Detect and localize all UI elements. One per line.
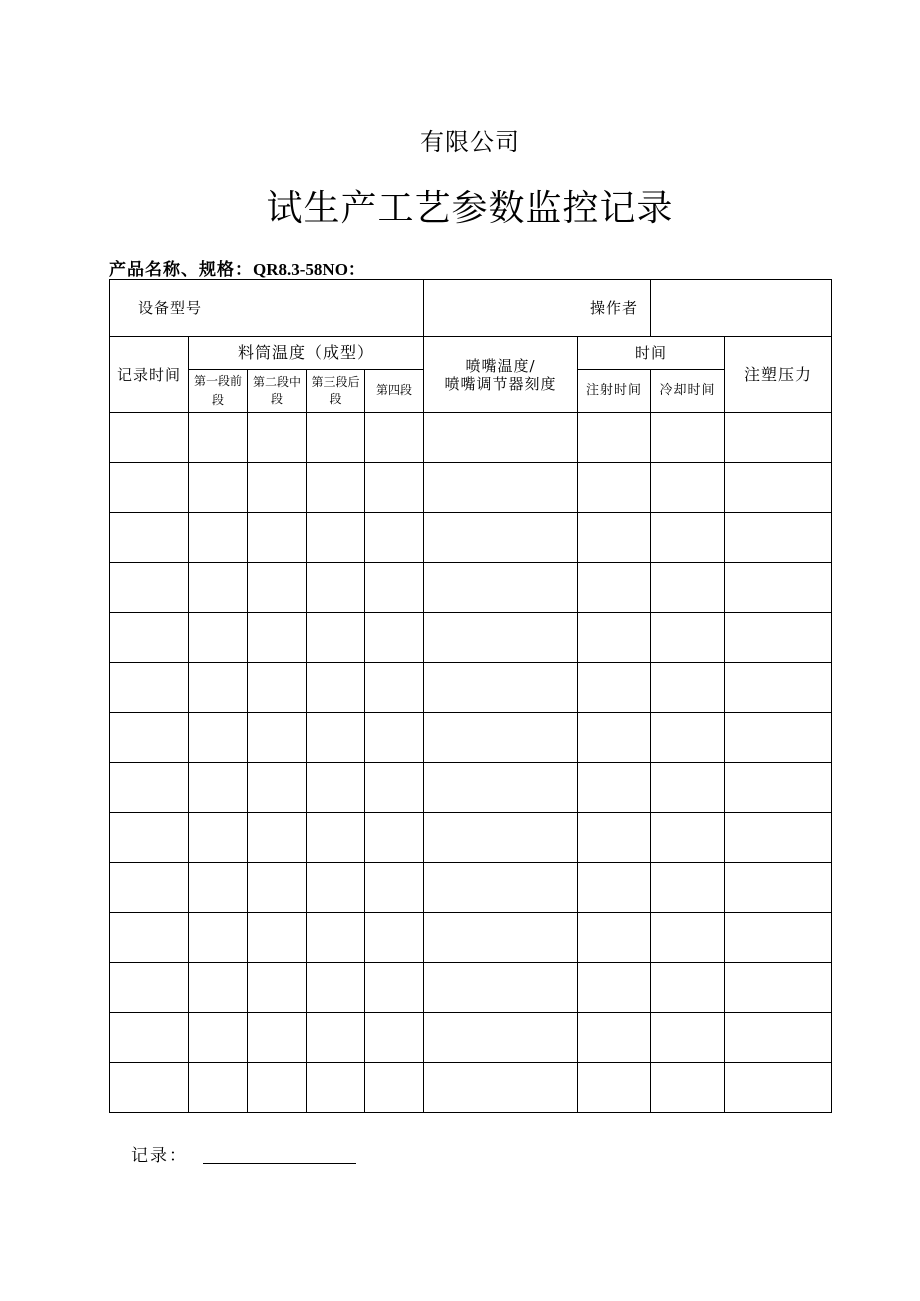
- data-cell[interactable]: [424, 713, 578, 763]
- equipment-model-label: 设备型号: [110, 280, 424, 337]
- data-cell[interactable]: [651, 763, 725, 813]
- record-time-header: 记录时间: [110, 337, 189, 413]
- data-cell[interactable]: [424, 463, 578, 513]
- data-row: [110, 863, 832, 913]
- zone3-header: [307, 370, 365, 413]
- data-cell[interactable]: [248, 763, 307, 813]
- data-cell[interactable]: [189, 813, 248, 863]
- data-cell[interactable]: [725, 763, 832, 813]
- data-row: [110, 513, 832, 563]
- data-cell[interactable]: [725, 1013, 832, 1063]
- data-row: [110, 1013, 832, 1063]
- injection-pressure-header: 注塑压力: [725, 337, 832, 413]
- zone1-header-text: 第一段前段: [193, 373, 242, 407]
- data-cell[interactable]: [365, 763, 424, 813]
- data-cell[interactable]: [578, 913, 651, 963]
- data-cell[interactable]: [725, 813, 832, 863]
- data-cell[interactable]: [307, 1013, 365, 1063]
- data-cell[interactable]: [651, 963, 725, 1013]
- data-cell[interactable]: [110, 713, 189, 763]
- data-cell[interactable]: [248, 613, 307, 663]
- data-cell[interactable]: [578, 1063, 651, 1113]
- data-cell[interactable]: [651, 713, 725, 763]
- data-cell[interactable]: [189, 613, 248, 663]
- data-cell[interactable]: [365, 613, 424, 663]
- data-cell[interactable]: [578, 663, 651, 713]
- product-spec-label: 产品名称、规格：: [109, 260, 253, 280]
- data-cell[interactable]: [424, 1013, 578, 1063]
- data-cell[interactable]: [189, 663, 248, 713]
- data-cell[interactable]: [248, 463, 307, 513]
- data-cell[interactable]: [365, 563, 424, 613]
- data-cell[interactable]: [424, 763, 578, 813]
- data-row: [110, 563, 832, 613]
- data-row: [110, 913, 832, 963]
- data-cell[interactable]: [725, 563, 832, 613]
- data-cell[interactable]: [189, 913, 248, 963]
- data-cell[interactable]: [248, 1013, 307, 1063]
- data-cell[interactable]: [651, 563, 725, 613]
- data-cell[interactable]: [307, 863, 365, 913]
- data-cell[interactable]: [651, 613, 725, 663]
- data-row: [110, 813, 832, 863]
- data-cell[interactable]: [110, 413, 189, 463]
- zone4-header: 第四段: [365, 370, 424, 413]
- data-cell[interactable]: [307, 1063, 365, 1113]
- data-row: [110, 613, 832, 663]
- data-cell[interactable]: [725, 463, 832, 513]
- data-cell[interactable]: [578, 963, 651, 1013]
- zone1-header: [189, 370, 248, 413]
- data-cell[interactable]: [189, 963, 248, 1013]
- cooling-time-header: 冷却时间: [651, 370, 725, 413]
- data-row: [110, 763, 832, 813]
- data-cell[interactable]: [307, 513, 365, 563]
- product-spec-value: QR8.3-58NO：: [253, 260, 365, 279]
- data-cell[interactable]: [725, 663, 832, 713]
- data-cell[interactable]: [424, 1063, 578, 1113]
- data-cell[interactable]: [248, 413, 307, 463]
- data-cell[interactable]: [307, 763, 365, 813]
- data-cell[interactable]: [365, 863, 424, 913]
- data-cell[interactable]: [110, 563, 189, 613]
- data-cell[interactable]: [651, 913, 725, 963]
- data-cell[interactable]: [424, 663, 578, 713]
- data-cell[interactable]: [110, 463, 189, 513]
- data-cell[interactable]: [248, 563, 307, 613]
- data-cell[interactable]: [189, 1013, 248, 1063]
- nozzle-temp-line2: 喷嘴调节器刻度: [444, 374, 557, 393]
- data-cell[interactable]: [651, 1013, 725, 1063]
- data-cell[interactable]: [248, 1063, 307, 1113]
- data-cell[interactable]: [725, 913, 832, 963]
- data-cell[interactable]: [189, 563, 248, 613]
- data-cell[interactable]: [365, 463, 424, 513]
- data-cell[interactable]: [248, 963, 307, 1013]
- data-cell[interactable]: [307, 963, 365, 1013]
- data-cell[interactable]: [110, 513, 189, 563]
- data-cell[interactable]: [651, 813, 725, 863]
- data-cell[interactable]: [651, 413, 725, 463]
- data-cell[interactable]: [578, 563, 651, 613]
- data-cell[interactable]: [725, 713, 832, 763]
- data-cell[interactable]: [110, 963, 189, 1013]
- data-cell[interactable]: [110, 863, 189, 913]
- data-cell[interactable]: [189, 1063, 248, 1113]
- data-cell[interactable]: [307, 713, 365, 763]
- data-cell[interactable]: [424, 963, 578, 1013]
- data-cell[interactable]: [651, 1063, 725, 1113]
- data-cell[interactable]: [189, 713, 248, 763]
- data-cell[interactable]: [307, 663, 365, 713]
- document-title: 试生产工艺参数监控记录: [266, 188, 674, 229]
- data-cell[interactable]: [578, 463, 651, 513]
- data-cell[interactable]: [725, 863, 832, 913]
- data-cell[interactable]: [365, 413, 424, 463]
- data-cell[interactable]: [365, 713, 424, 763]
- data-cell[interactable]: [578, 713, 651, 763]
- data-row: [110, 963, 832, 1013]
- data-cell[interactable]: [424, 863, 578, 913]
- data-cell[interactable]: [307, 913, 365, 963]
- data-cell[interactable]: [578, 413, 651, 463]
- data-cell[interactable]: [248, 813, 307, 863]
- data-row: [110, 413, 832, 463]
- recorder-label: 记录：: [131, 1146, 188, 1166]
- data-row: [110, 463, 832, 513]
- data-cell[interactable]: [365, 813, 424, 863]
- data-cell[interactable]: [248, 913, 307, 963]
- zone2-header: [248, 370, 307, 413]
- header-row-1: [110, 337, 832, 370]
- data-cell[interactable]: [578, 863, 651, 913]
- data-cell[interactable]: [424, 613, 578, 663]
- data-cell[interactable]: [110, 913, 189, 963]
- data-cell[interactable]: [365, 513, 424, 563]
- company-name: 有限公司: [420, 128, 520, 156]
- data-cell[interactable]: [189, 513, 248, 563]
- data-cell[interactable]: [110, 663, 189, 713]
- data-cell[interactable]: [651, 463, 725, 513]
- data-cell[interactable]: [248, 713, 307, 763]
- data-row: [110, 663, 832, 713]
- data-cell[interactable]: [725, 963, 832, 1013]
- data-cell[interactable]: [365, 663, 424, 713]
- data-cell[interactable]: [189, 463, 248, 513]
- data-cell[interactable]: [110, 763, 189, 813]
- data-cell[interactable]: [725, 413, 832, 463]
- data-cell[interactable]: [725, 1063, 832, 1113]
- data-cell[interactable]: [365, 963, 424, 1013]
- data-cell[interactable]: [110, 813, 189, 863]
- product-spec-line: [109, 255, 365, 280]
- data-cell[interactable]: [110, 613, 189, 663]
- barrel-temp-header: 料筒温度（成型）: [189, 337, 424, 370]
- data-row: [110, 713, 832, 763]
- data-cell[interactable]: [110, 1013, 189, 1063]
- data-cell[interactable]: [725, 513, 832, 563]
- recorder-signature-line[interactable]: [203, 1163, 356, 1164]
- data-cell[interactable]: [578, 813, 651, 863]
- data-cell[interactable]: [578, 763, 651, 813]
- data-cell[interactable]: [365, 913, 424, 963]
- data-cell[interactable]: [578, 1013, 651, 1063]
- operator-value-cell[interactable]: [651, 280, 832, 337]
- data-cell[interactable]: [307, 413, 365, 463]
- data-cell[interactable]: [189, 763, 248, 813]
- monitoring-table: [109, 279, 832, 1113]
- nozzle-temp-header: [424, 337, 578, 413]
- data-cell[interactable]: [578, 613, 651, 663]
- data-cell[interactable]: [248, 663, 307, 713]
- data-cell[interactable]: [651, 513, 725, 563]
- nozzle-temp-line1: 喷嘴温度/: [465, 356, 536, 375]
- data-cell[interactable]: [651, 863, 725, 913]
- data-cell[interactable]: [424, 563, 578, 613]
- data-cell[interactable]: [578, 513, 651, 563]
- data-cell[interactable]: [189, 863, 248, 913]
- data-cell[interactable]: [365, 1013, 424, 1063]
- data-cell[interactable]: [424, 913, 578, 963]
- zone2-header-text: 第二段中段: [252, 374, 301, 406]
- data-cell[interactable]: [725, 613, 832, 663]
- data-cell[interactable]: [307, 563, 365, 613]
- data-cell[interactable]: [424, 813, 578, 863]
- data-cell[interactable]: [307, 813, 365, 863]
- injection-time-header: 注射时间: [578, 370, 651, 413]
- data-cell[interactable]: [424, 413, 578, 463]
- data-cell[interactable]: [651, 663, 725, 713]
- data-cell[interactable]: [248, 513, 307, 563]
- data-row: [110, 1063, 832, 1113]
- data-cell[interactable]: [307, 613, 365, 663]
- data-cell[interactable]: [189, 413, 248, 463]
- operator-label: 操作者: [424, 280, 651, 337]
- equipment-row: [110, 280, 832, 337]
- time-group-header: 时间: [578, 337, 725, 370]
- data-cell[interactable]: [307, 463, 365, 513]
- data-cell[interactable]: [365, 1063, 424, 1113]
- data-cell[interactable]: [110, 1063, 189, 1113]
- zone3-header-text: 第三段后段: [311, 374, 360, 406]
- data-cell[interactable]: [424, 513, 578, 563]
- data-cell[interactable]: [248, 863, 307, 913]
